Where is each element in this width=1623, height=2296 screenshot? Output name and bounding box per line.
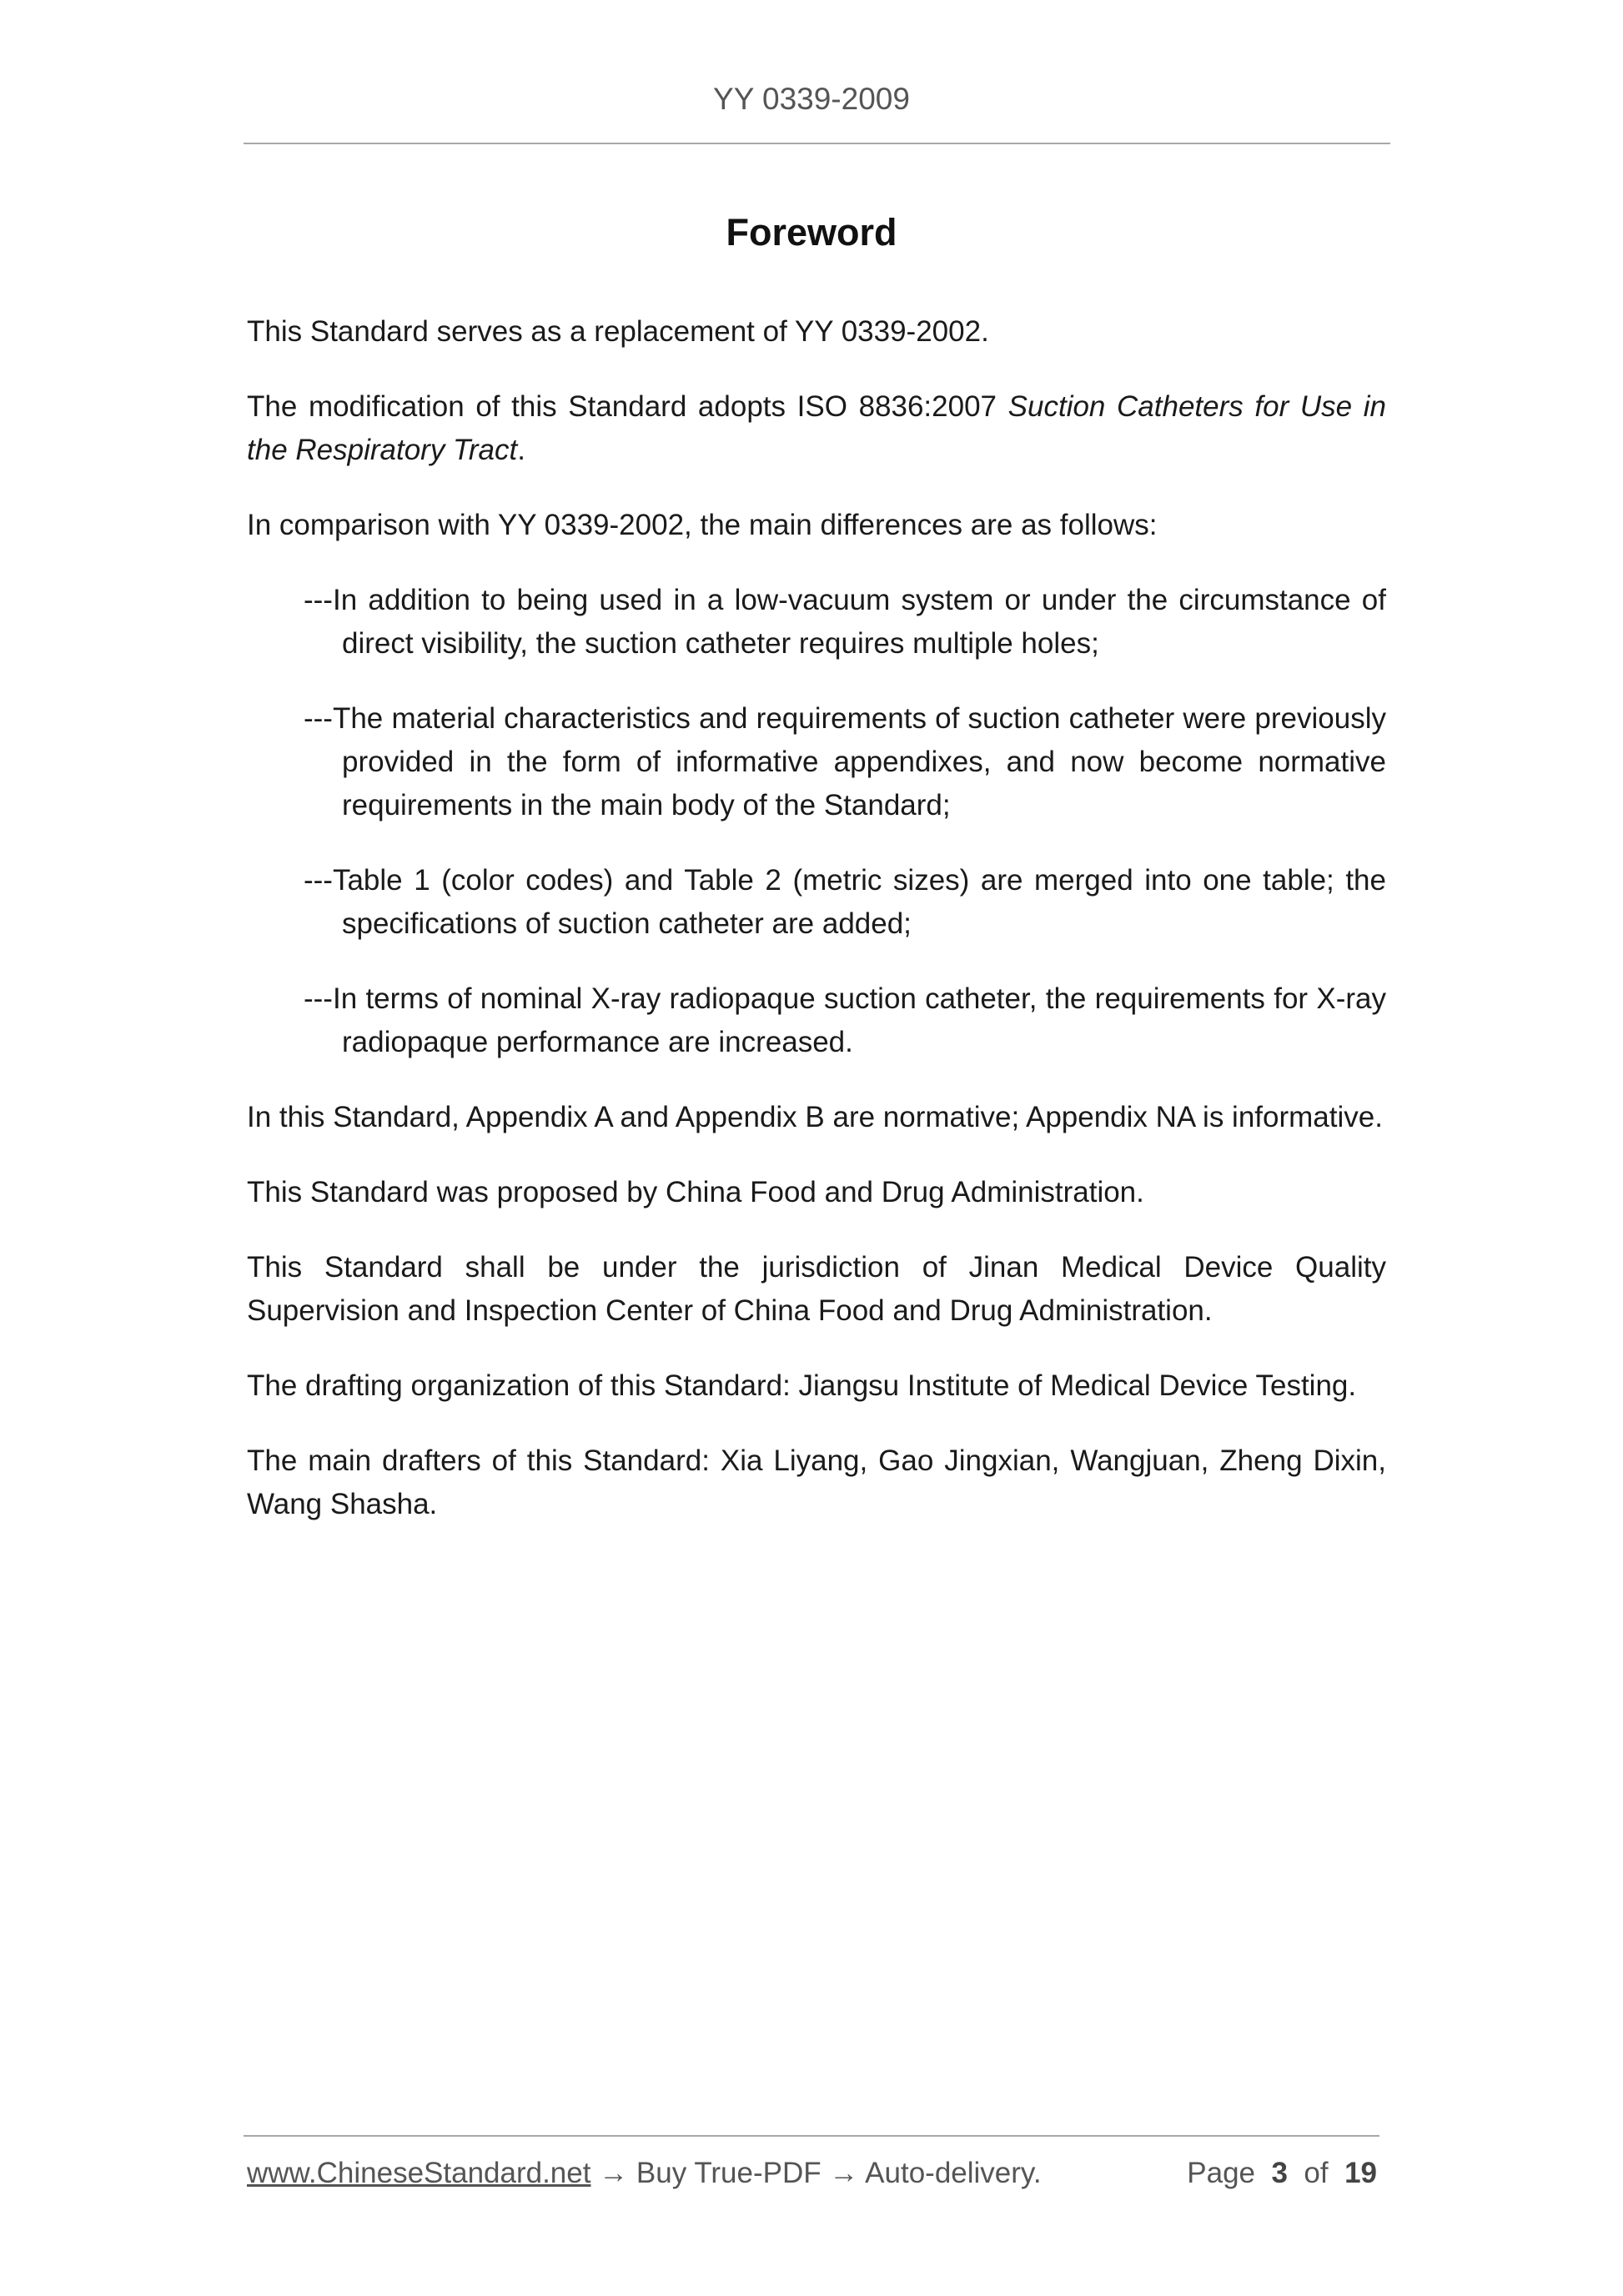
paragraph-jurisdiction: This Standard shall be under the jurisdiction of Jinan Medical Device Quality Supervision and Inspection Center of China Food and Drug Administration. [247, 1251, 1386, 1327]
page-header [0, 82, 1623, 117]
difference-item: ---Table 1 (color codes) and Table 2 (metric sizes) are merged into one table; the specifications of suction catheter are added; [304, 864, 1386, 940]
paragraph-appendices: In this Standard, Appendix A and Appendix B are normative; Appendix NA is informative. [247, 1101, 1383, 1133]
total-pages-number: 19 [1344, 2157, 1377, 2189]
page-indicator: Page 3 of 19 [1187, 2157, 1377, 2189]
page-title: Foreword [726, 211, 897, 254]
reference-title: Suction Catheters for Use in the Respiratory Tract [247, 390, 1386, 466]
paragraph-proposed-by: This Standard was proposed by China Food and Drug Administration. [247, 1176, 1144, 1208]
footer-tagline: → Buy True-PDF → Auto-delivery. [590, 2157, 1042, 2189]
footer-divider [244, 2135, 1379, 2137]
paragraph-drafting-organization: The drafting organization of this Standard: Jiangsu Institute of Medical Device Testing. [247, 1369, 1357, 1402]
document-id: YY 0339-2009 [713, 82, 910, 116]
difference-item: ---In terms of nominal X-ray radiopaque suction catheter, the requirements for X-ray radiopaque performance are increased. [304, 982, 1386, 1058]
difference-item: ---The material characteristics and requirements of suction catheter were previously provided in the form of informative appendixes, and now become normative requirements in the main body of the Standard; [304, 702, 1386, 821]
paragraph-drafters: The main drafters of this Standard: Xia Liyang, Gao Jingxian, Wangjuan, Zheng Dixin, Wang Shasha. [247, 1444, 1386, 1520]
website-link[interactable]: www.ChineseStandard.net [247, 2157, 591, 2189]
paragraph-replacement: This Standard serves as a replacement of YY 0339-2002. [247, 315, 989, 348]
current-page-number: 3 [1271, 2157, 1288, 2189]
document-body [247, 310, 1386, 1558]
paragraph-differences-intro: In comparison with YY 0339-2002, the main differences are as follows: [247, 509, 1158, 541]
difference-item: ---In addition to being used in a low-vacuum system or under the circumstance of direct visibility, the suction catheter requires multiple holes; [304, 584, 1386, 660]
header-divider [244, 143, 1390, 144]
paragraph-adoption: The modification of this Standard adopts ISO 8836:2007 Suction Catheters for Use in the Respiratory Tract. [247, 390, 1386, 466]
page-footer [247, 2157, 1377, 2190]
